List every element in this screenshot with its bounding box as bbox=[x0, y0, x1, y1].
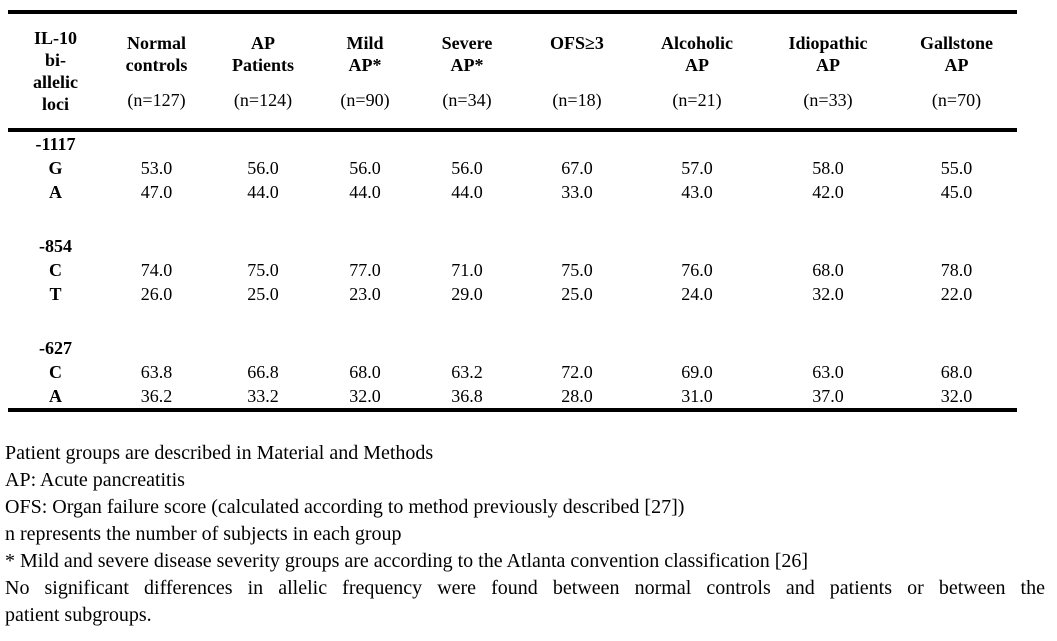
frequency-value: 33.0 bbox=[561, 181, 593, 202]
frequency-value: 37.0 bbox=[812, 385, 844, 406]
locus-label: -627 bbox=[39, 337, 72, 358]
allele-label: T bbox=[49, 283, 62, 304]
locus-row-filler bbox=[103, 234, 1017, 258]
locus-label: -1117 bbox=[35, 133, 76, 154]
frequency-value: 68.0 bbox=[812, 259, 844, 280]
column-header-n: (n=70) bbox=[931, 89, 982, 110]
frequency-value: 25.0 bbox=[247, 283, 279, 304]
column-header-line1: Severe bbox=[441, 32, 493, 53]
column-header-normal bbox=[103, 12, 210, 130]
frequency-value: 24.0 bbox=[681, 283, 713, 304]
allele-row-627-a bbox=[8, 384, 1017, 410]
allele-row-854-c bbox=[8, 258, 1017, 282]
allele-label: G bbox=[48, 157, 63, 178]
allele-label: A bbox=[49, 385, 62, 406]
column-header-line2: AP* bbox=[348, 54, 382, 75]
column-header-ofs-3 bbox=[520, 12, 634, 130]
locus-row-filler bbox=[103, 130, 1017, 156]
column-header-alcoholic bbox=[634, 12, 760, 130]
column-header-line1: Mild bbox=[346, 32, 384, 53]
table-header-row bbox=[8, 12, 1017, 130]
frequency-value: 56.0 bbox=[349, 157, 381, 178]
footnote-line: OFS: Organ failure score (calculated according to method previously described [27]) bbox=[5, 496, 685, 518]
frequency-value: 44.0 bbox=[349, 181, 381, 202]
allele-label: A bbox=[49, 181, 62, 202]
frequency-value: 56.0 bbox=[247, 157, 279, 178]
frequency-value: 72.0 bbox=[561, 361, 593, 382]
frequency-value: 36.8 bbox=[451, 385, 483, 406]
column-header-mild bbox=[316, 12, 414, 130]
footnote-line: No significant differences in allelic frequency were found between normal controls and patients or between the bbox=[5, 577, 1045, 599]
frequency-value: 63.2 bbox=[451, 361, 483, 382]
frequency-value: 33.2 bbox=[247, 385, 279, 406]
frequency-value: 78.0 bbox=[940, 259, 973, 280]
frequency-value: 23.0 bbox=[349, 283, 381, 304]
frequency-value: 32.0 bbox=[812, 283, 844, 304]
frequency-value: 47.0 bbox=[140, 181, 173, 202]
column-header-line2: AP bbox=[944, 54, 969, 75]
allele-row-854-t bbox=[8, 282, 1017, 306]
frequency-value: 71.0 bbox=[451, 259, 483, 280]
stub-header-line: bi- bbox=[44, 50, 66, 70]
frequency-value: 58.0 bbox=[812, 157, 844, 178]
column-header-idiopathic bbox=[760, 12, 896, 130]
frequency-value: 45.0 bbox=[940, 181, 973, 202]
column-header-n: (n=33) bbox=[803, 89, 853, 110]
allele-label: C bbox=[49, 361, 62, 382]
frequency-value: 53.0 bbox=[140, 157, 173, 178]
locus-label: -854 bbox=[39, 235, 72, 256]
footnote-line: Patient groups are described in Material and Methods bbox=[5, 442, 434, 464]
column-header-n: (n=34) bbox=[442, 89, 492, 110]
stub-header bbox=[8, 12, 103, 130]
frequency-value: 75.0 bbox=[561, 259, 593, 280]
frequency-value: 44.0 bbox=[247, 181, 279, 202]
frequency-value: 69.0 bbox=[681, 361, 713, 382]
frequency-value: 32.0 bbox=[349, 385, 381, 406]
frequency-value: 66.8 bbox=[247, 361, 279, 382]
frequency-value: 32.0 bbox=[940, 385, 973, 406]
frequency-value: 22.0 bbox=[940, 283, 973, 304]
allele-row-627-c bbox=[8, 360, 1017, 384]
allele-frequency-table bbox=[8, 10, 1017, 412]
column-header-line1: OFS≥3 bbox=[550, 32, 604, 53]
frequency-value: 26.0 bbox=[140, 283, 173, 304]
frequency-value: 25.0 bbox=[561, 283, 593, 304]
frequency-value: 29.0 bbox=[451, 283, 483, 304]
column-header-n: (n=90) bbox=[340, 89, 390, 110]
frequency-value: 68.0 bbox=[940, 361, 973, 382]
column-header-line1: Normal bbox=[127, 32, 186, 53]
footnote-line: n represents the number of subjects in each group bbox=[5, 523, 402, 545]
footnote-line: patient subgroups. bbox=[5, 604, 152, 626]
stub-header-line: IL-10 bbox=[33, 28, 77, 48]
frequency-value: 42.0 bbox=[812, 181, 844, 202]
column-header-n: (n=18) bbox=[552, 89, 602, 110]
column-header-ap bbox=[210, 12, 316, 130]
locus-row-filler bbox=[103, 336, 1017, 360]
column-header-line1: Alcoholic bbox=[661, 32, 733, 53]
locus-row-627 bbox=[8, 336, 1017, 360]
frequency-value: 36.2 bbox=[140, 385, 173, 406]
stub-header-line: allelic bbox=[33, 72, 78, 92]
column-header-line2 bbox=[520, 54, 634, 76]
stub-header-line: loci bbox=[42, 94, 69, 114]
spacer-cell bbox=[8, 204, 1017, 234]
frequency-value: 28.0 bbox=[561, 385, 593, 406]
column-header-line2: AP bbox=[685, 54, 709, 75]
frequency-value: 63.0 bbox=[812, 361, 844, 382]
spacer-cell bbox=[8, 306, 1017, 336]
footnote-line: * Mild and severe disease severity groups are according to the Atlanta convention classification [26] bbox=[5, 550, 809, 572]
column-header-line1: Gallstone bbox=[919, 32, 993, 53]
column-header-line2: Patients bbox=[232, 54, 294, 75]
frequency-value: 76.0 bbox=[681, 259, 713, 280]
column-header-line2: AP bbox=[816, 54, 840, 75]
frequency-value: 77.0 bbox=[349, 259, 381, 280]
column-header-line1: Idiopathic bbox=[788, 32, 868, 53]
section-spacer-row bbox=[8, 306, 1017, 336]
frequency-value: 56.0 bbox=[451, 157, 483, 178]
locus-row-854 bbox=[8, 234, 1017, 258]
allele-row-1117-g bbox=[8, 156, 1017, 180]
locus-row-1117 bbox=[8, 130, 1017, 156]
frequency-value: 75.0 bbox=[247, 259, 279, 280]
frequency-value: 67.0 bbox=[561, 157, 593, 178]
column-header-line2: controls bbox=[125, 54, 188, 75]
frequency-value: 63.8 bbox=[140, 361, 173, 382]
section-spacer-row bbox=[8, 204, 1017, 234]
frequency-value: 57.0 bbox=[681, 157, 713, 178]
footnote-line: AP: Acute pancreatitis bbox=[5, 469, 185, 491]
column-header-n: (n=127) bbox=[127, 89, 186, 110]
frequency-value: 31.0 bbox=[681, 385, 713, 406]
allele-label: C bbox=[49, 259, 62, 280]
column-header-n: (n=124) bbox=[233, 89, 293, 110]
allele-row-1117-a bbox=[8, 180, 1017, 204]
column-header-n: (n=21) bbox=[672, 89, 722, 110]
frequency-value: 43.0 bbox=[681, 181, 713, 202]
frequency-value: 74.0 bbox=[140, 259, 173, 280]
table-footnotes bbox=[5, 440, 1045, 629]
frequency-value: 68.0 bbox=[349, 361, 381, 382]
column-header-line2: AP* bbox=[450, 54, 484, 75]
frequency-value: 44.0 bbox=[451, 181, 483, 202]
frequency-value: 55.0 bbox=[940, 157, 973, 178]
column-header-gallstone bbox=[896, 12, 1017, 130]
column-header-severe bbox=[414, 12, 520, 130]
column-header-line1: AP bbox=[251, 32, 275, 53]
